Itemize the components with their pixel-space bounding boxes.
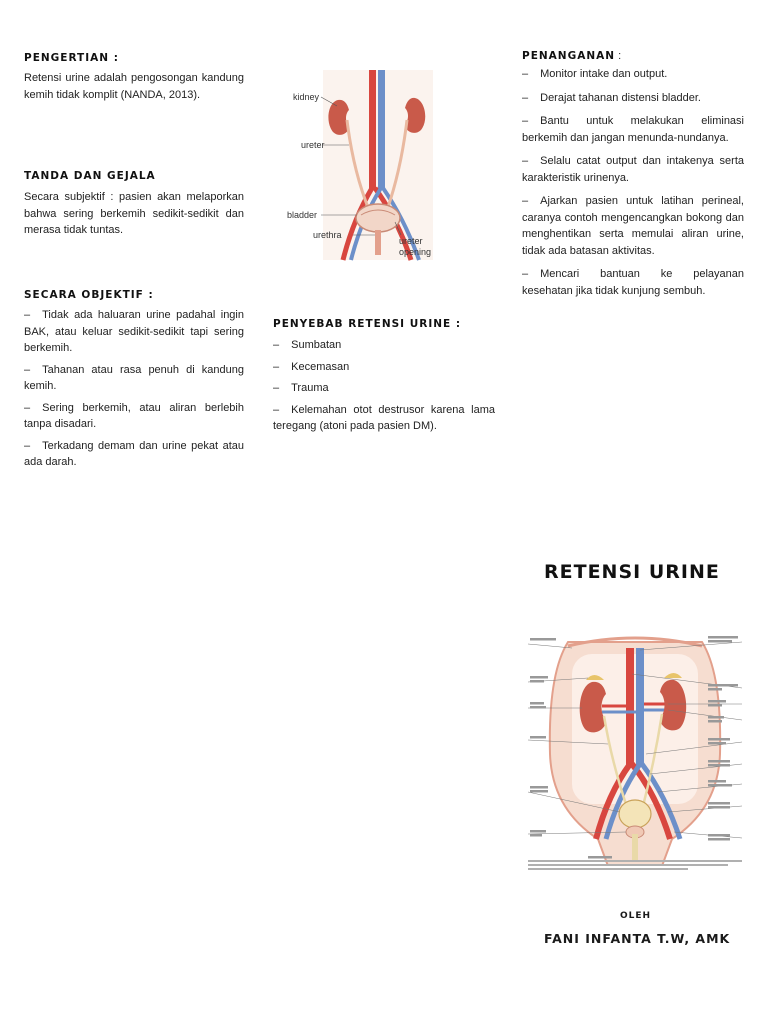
list-item-text: Trauma [291, 382, 329, 394]
pengertian-text: Retensi urine adalah pengosongan kandung kemih tidak komplit (NANDA, 2013). [24, 72, 244, 101]
penyebab-list [273, 337, 495, 440]
label-urethra: urethra [313, 230, 342, 240]
urinary-system-diagram [283, 70, 453, 265]
list-item: – Bantu untuk melakukan eliminasi berkemih dan jangan menunda-nundanya. [522, 115, 744, 144]
vena-cava-shape [636, 648, 644, 766]
label-bladder: bladder [287, 210, 318, 220]
vena-cava-shape [378, 70, 385, 190]
aorta-shape [369, 70, 376, 190]
list-item: – Tahanan atau rasa penuh di kandung kemih. [24, 363, 244, 392]
list-item-text: Bantu untuk melakukan eliminasi berkemih dan jangan menunda-nundanya. [522, 115, 744, 144]
list-item: – Mencari bantuan ke pelayanan kesehatan jika tidak kunjung sembuh. [522, 268, 744, 297]
tanda-heading: TANDA DAN GEJALA [24, 170, 156, 182]
list-item-text: Terkadang demam dan urine pekat atau ada darah. [24, 439, 244, 468]
objektif-heading: SECARA OBJEKTIF : [24, 289, 154, 301]
penanganan-list [522, 66, 744, 306]
list-item-text: Kelemahan otot destrusor karena lama teregang (atoni pada pasien DM). [273, 403, 495, 432]
list-item-text: Ajarkan pasien untuk latihan perineal, caranya contoh mengencangkan bokong dan menghentikan serta memulai aliran urine, tidak ada batasan aktivitas. [522, 195, 744, 257]
list-item-text: Tahanan atau rasa penuh di kandung kemih. [24, 363, 244, 392]
label-kidney: kidney [293, 92, 320, 102]
list-item: – Ajarkan pasien untuk latihan perineal, caranya contoh mengencangkan bokong dan menghentikan serta memulai aliran urine, tidak ada batasan aktivitas. [522, 195, 744, 257]
list-item: – Selalu catat output dan intakenya serta karakteristik urinenya. [522, 155, 744, 184]
penanganan-heading: PENANGANAN [522, 50, 616, 62]
label-ureter-opening-1: ureter [399, 236, 423, 246]
penanganan-heading-suffix: : [615, 50, 622, 62]
label-ureter-opening-2: opening [399, 247, 432, 257]
list-item: – Terkadang demam dan urine pekat atau ada darah. [24, 439, 244, 468]
objektif-list [24, 307, 244, 476]
list-item-text: Sumbatan [291, 339, 342, 351]
list-item: – Sering berkemih, atau aliran berlebih tanpa disadari. [24, 401, 244, 430]
list-item-text: Monitor intake dan output. [540, 68, 668, 80]
illegible-caption [528, 860, 742, 870]
oleh-label: OLEH [620, 911, 652, 921]
page-title: RETENSI URINE [544, 561, 720, 583]
penanganan-heading-row [522, 44, 621, 65]
list-item: – Tidak ada haluaran urine padahal ingin BAK, atau keluar sedikit-sedikit tapi sering berkemih. [24, 309, 244, 354]
list-item-text: Mencari bantuan ke pelayanan kesehatan jika tidak kunjung sembuh. [522, 268, 744, 297]
tanda-text: Secara subjektif : pasien akan melaporkan bahwa sering berkemih sedikit-sedikit dan merasa tidak tuntas. [24, 191, 244, 236]
urinary-bladder-shape [619, 800, 651, 828]
list-item-text: Derajat tahanan distensi bladder. [540, 91, 701, 104]
list-item: – Kelemahan otot destrusor karena lama teregang (atoni pada pasien DM). [273, 403, 495, 432]
penyebab-heading: PENYEBAB RETENSI URINE : [273, 318, 462, 330]
anatomy-diagram [528, 634, 742, 866]
list-item: – Monitor intake dan output. [522, 68, 668, 80]
list-item: – Sumbatan [273, 339, 342, 351]
urethra-shape [632, 834, 638, 860]
urethra-shape [375, 230, 381, 255]
list-item: – Derajat tahanan distensi bladder. [522, 91, 701, 104]
list-item-text: Selalu catat output dan intakenya serta karakteristik urinenya. [522, 155, 744, 184]
author-name: FANI INFANTA T.W, AMK [544, 931, 731, 946]
anatomy-caption [528, 858, 742, 872]
list-item-text: Sering berkemih, atau aliran berlebih tanpa disadari. [24, 401, 244, 430]
list-item: – Trauma [273, 382, 329, 394]
left-kidney [328, 100, 349, 135]
bladder-shape [356, 204, 400, 232]
label-ureter: ureter [301, 140, 325, 150]
list-item-text: Tidak ada haluaran urine padahal ingin BAK, atau keluar sedikit-sedikit tapi sering berkemih. [24, 309, 244, 354]
list-item-text: Kecemasan [291, 360, 350, 373]
pengertian-heading: PENGERTIAN : [24, 52, 119, 64]
list-item: – Kecemasan [273, 360, 350, 373]
